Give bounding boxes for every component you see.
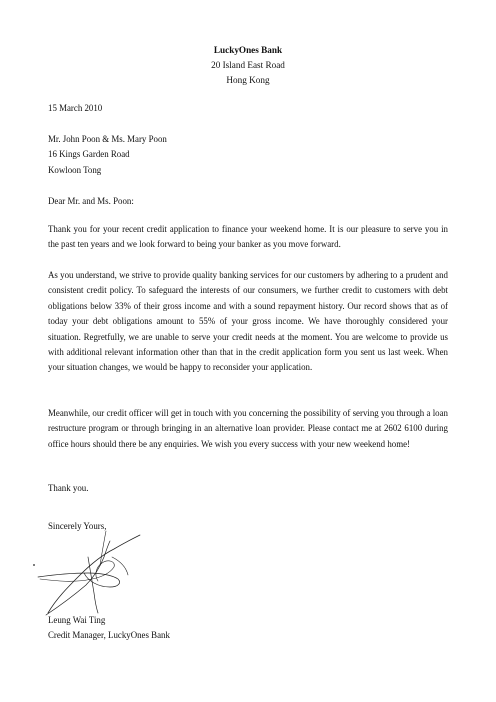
salutation: Dear Mr. and Ms. Poon: xyxy=(48,196,134,206)
bank-address-line1: 20 Island East Road xyxy=(211,60,285,70)
recipient-address xyxy=(48,132,448,178)
signer-block xyxy=(48,613,448,644)
paragraph-1: Thank you for your recent credit application to finance your weekend home. It is our pleasure to serve you in the past ten years and we look forward to being your banker as you move forward. xyxy=(48,224,448,250)
bank-name: LuckyOnes Bank xyxy=(213,45,283,55)
bank-address-line2: Hong Kong xyxy=(226,75,270,85)
recipient-street: 16 Kings Garden Road xyxy=(48,149,130,160)
recipient-district: Kowloon Tong xyxy=(48,164,102,175)
letterhead xyxy=(0,43,496,88)
recipient-name: Mr. John Poon & Ms. Mary Poon xyxy=(48,134,167,144)
paragraph-2: As you understand, we strive to provide quality banking services for our customers by adhering to a prudent and consistent credit policy. To safeguard the interests of our consumers, we further credit to customers with debt obligations below 33% of their gross income and with a sound repayment history. Our record shows that as of today your debt obligations amount to 55% of your gross income. We have thoroughly considered your situation. Regretfully, we are unable to serve your credit needs at the moment. You are welcome to provide us with additional relevant information other than that in the credit application form you sent us last week. When your situation changes, we would be happy to reconsider your application. xyxy=(48,270,448,373)
thanks-line: Thank you. xyxy=(48,483,89,493)
closing-line: Sincerely Yours, xyxy=(48,521,107,531)
letter-date: 15 March 2010 xyxy=(48,103,103,113)
handwritten-signature xyxy=(28,527,148,619)
paragraph-3: Meanwhile, our credit officer will get in touch with you concerning the possibility of serving you through a loan restructure program or through bringing in an alternative loan provider. Please contact me at 2602 6100 during office hours should there be any enquiries. We wish you every success with your new weekend home! xyxy=(48,408,448,449)
signer-title: Credit Manager, LuckyOnes Bank xyxy=(48,630,170,641)
signer-name: Leung Wai Ting xyxy=(48,615,106,625)
